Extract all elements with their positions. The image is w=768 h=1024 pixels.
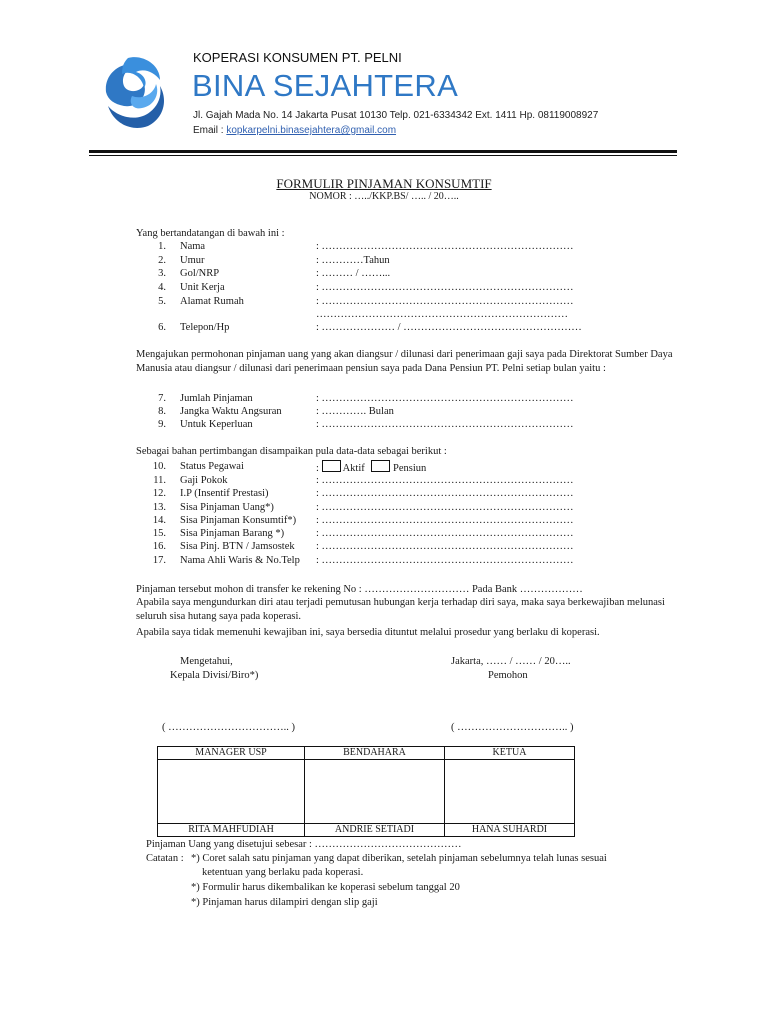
field-label: Nama Ahli Waris & No.Telp <box>180 555 300 566</box>
wave-logo-icon <box>98 56 178 132</box>
field-number: 5. <box>158 296 166 307</box>
colon: : <box>316 463 319 474</box>
resign-paragraph: Apabila saya mengundurkan diri atau terjadi pemutusan hubungan kerja terhadap diri saya, maka saya berkewajiban melunasi seluruh sisa hutang saya pada koperasi. <box>136 597 665 622</box>
place-date: Jakarta, …… / …… / 20….. <box>451 656 571 667</box>
field-label: Jumlah Pinjaman <box>180 393 253 404</box>
email-link[interactable]: kopkarpelni.binasejahtera@gmail.com <box>226 125 397 136</box>
approved-amount: Pinjaman Uang yang disetujui sebesar : …………………………………… <box>146 839 462 850</box>
applicant-label: Pemohon <box>488 670 528 681</box>
signature-box-treasurer[interactable] <box>305 760 445 824</box>
approval-header-row <box>158 747 575 760</box>
field-number: 7. <box>158 393 166 404</box>
field-number: 15. <box>152 528 166 539</box>
email-line <box>193 125 396 136</box>
consideration-intro: Sebagai bahan pertimbangan disampaikan pula data-data sebagai berikut : <box>136 446 447 457</box>
field-label: Gol/NRP <box>180 268 220 279</box>
approver-name: HANA SUHARDI <box>445 824 575 837</box>
signature-box-manager[interactable] <box>158 760 305 824</box>
field-number: 17. <box>152 555 166 566</box>
field-label: Status Pegawai <box>180 461 244 472</box>
field-value[interactable]: : ……… / ……... <box>316 268 391 279</box>
field-label: Telepon/Hp <box>180 322 230 333</box>
field-number: 14. <box>152 515 166 526</box>
field-value[interactable]: : ……………………………………………………………… <box>316 475 574 486</box>
checkbox-aktif[interactable] <box>322 460 341 472</box>
field-value[interactable]: : ……………………………………………………………… <box>316 488 574 499</box>
checkbox-pensiun[interactable] <box>371 460 390 472</box>
approval-names-row <box>158 824 575 837</box>
approval-table <box>157 746 575 837</box>
note-item: *) Pinjaman harus dilampiri dengan slip gaji <box>191 897 378 908</box>
acknowledge-label: Mengetahui, <box>180 656 233 667</box>
transfer-text: Pinjaman tersebut mohon di transfer ke rekening No : ………………………… Pada Bank ……………… <box>136 584 583 595</box>
signature-box-chairman[interactable] <box>445 760 575 824</box>
approver-name: RITA MAHFUDIAH <box>158 824 305 837</box>
approval-header-cell: MANAGER USP <box>158 747 305 760</box>
approval-signature-row <box>158 760 575 824</box>
field-value[interactable]: : ………………… / …………………………………………… <box>316 322 582 333</box>
approval-header-cell: BENDAHARA <box>305 747 445 760</box>
division-head-signature[interactable]: ( …………………………….. ) <box>162 722 295 733</box>
option-aktif-label: Aktif <box>342 463 365 474</box>
field-label: Untuk Keperluan <box>180 419 253 430</box>
field-number: 16. <box>152 541 166 552</box>
field-number: 2. <box>158 255 166 266</box>
brand-name: BINA SEJAHTERA <box>192 68 459 103</box>
field-value[interactable]: : ……………………………………………………………… <box>316 282 574 293</box>
field-label: Gaji Pokok <box>180 475 228 486</box>
field-label: I.P (Insentif Prestasi) <box>180 488 269 499</box>
field-label: Sisa Pinjaman Uang*) <box>180 502 274 513</box>
field-label: Unit Kerja <box>180 282 225 293</box>
org-name: KOPERASI KONSUMEN PT. PELNI <box>193 50 402 65</box>
field-number: 9. <box>158 419 166 430</box>
field-value[interactable]: : ……………………………………………………………… <box>316 241 574 252</box>
field-label: Umur <box>180 255 205 266</box>
field-value[interactable]: : ……………………………………………………………… <box>316 419 574 430</box>
field-label: Jangka Waktu Angsuran <box>180 406 282 417</box>
field-label: Sisa Pinjaman Barang *) <box>180 528 285 539</box>
field-value[interactable]: : …………. Bulan <box>316 406 394 417</box>
field-number: 4. <box>158 282 166 293</box>
approver-name: ANDRIE SETIADI <box>305 824 445 837</box>
field-value[interactable]: : ……………………………………………………………… <box>316 541 574 552</box>
field-number: 12. <box>152 488 166 499</box>
field-value[interactable]: : ……………………………………………………………… <box>316 393 574 404</box>
field-number: 10. <box>152 461 166 472</box>
logo <box>98 56 178 132</box>
field-value[interactable]: : ……………………………………………………………… <box>316 555 574 566</box>
form-title: FORMULIR PINJAMAN KONSUMTIF <box>276 176 492 191</box>
email-label: Email : <box>193 125 224 136</box>
field-value[interactable]: : ……………………………………………………………… <box>316 296 574 307</box>
field-value[interactable]: : …………Tahun <box>316 255 390 266</box>
field-number: 3. <box>158 268 166 279</box>
field-value[interactable]: : ……………………………………………………………… <box>316 528 574 539</box>
division-head-label: Kepala Divisi/Biro*) <box>170 670 259 681</box>
request-paragraph: Mengajukan permohonan pinjaman uang yang akan diangsur / dilunasi dari penerimaan gaji saya pada Direktorat Sumber Daya Manusia atau diangsur / dilunasi dari penerimaan pensiun saya pada Dana Pensiun PT. Pelni setiap bulan yaitu : <box>136 349 673 374</box>
field-number: 13. <box>152 502 166 513</box>
approval-header-cell: KETUA <box>445 747 575 760</box>
field-label: Nama <box>180 241 206 252</box>
header-divider-thin <box>89 155 677 156</box>
field-number: 8. <box>158 406 166 417</box>
option-pensiun-label: Pensiun <box>393 463 427 474</box>
obligation-text: Apabila saya tidak memenuhi kewajiban ini, saya bersedia dituntut melalui prosedur yang berlaku di koperasi. <box>136 627 600 638</box>
note-item: *) Formulir harus dikembalikan ke koperasi sebelum tanggal 20 <box>191 882 460 893</box>
applicant-signature[interactable]: ( ………………………….. ) <box>451 722 574 733</box>
field-label: Sisa Pinj. BTN / Jamsostek <box>180 541 295 552</box>
field-label: Alamat Rumah <box>180 296 244 307</box>
notes-label: Catatan : <box>146 853 184 864</box>
field-value[interactable]: : ……………………………………………………………… <box>316 502 574 513</box>
field-number: 1. <box>158 241 166 252</box>
status-options <box>316 460 426 475</box>
field-number: 11. <box>153 475 166 486</box>
field-value[interactable]: : ……………………………………………………………… <box>316 515 574 526</box>
field-value[interactable]: ……………………………………………………………… <box>316 309 568 320</box>
intro-text: Yang bertandatangan di bawah ini : <box>136 228 285 239</box>
address: Jl. Gajah Mada No. 14 Jakarta Pusat 10130 Telp. 021-6334342 Ext. 1411 Hp. 08119008927 <box>193 110 599 121</box>
field-label: Sisa Pinjaman Konsumtif*) <box>180 515 297 526</box>
form-number: NOMOR : …../KKP.BS/ ….. / 20….. <box>309 191 459 202</box>
note-item: ketentuan yang berlaku pada koperasi. <box>202 867 364 878</box>
field-number: 6. <box>158 322 166 333</box>
note-item: *) Coret salah satu pinjaman yang dapat diberikan, setelah pinjaman sebelumnya telah lunas sesuai <box>191 853 607 864</box>
header-divider-thick <box>89 150 677 153</box>
